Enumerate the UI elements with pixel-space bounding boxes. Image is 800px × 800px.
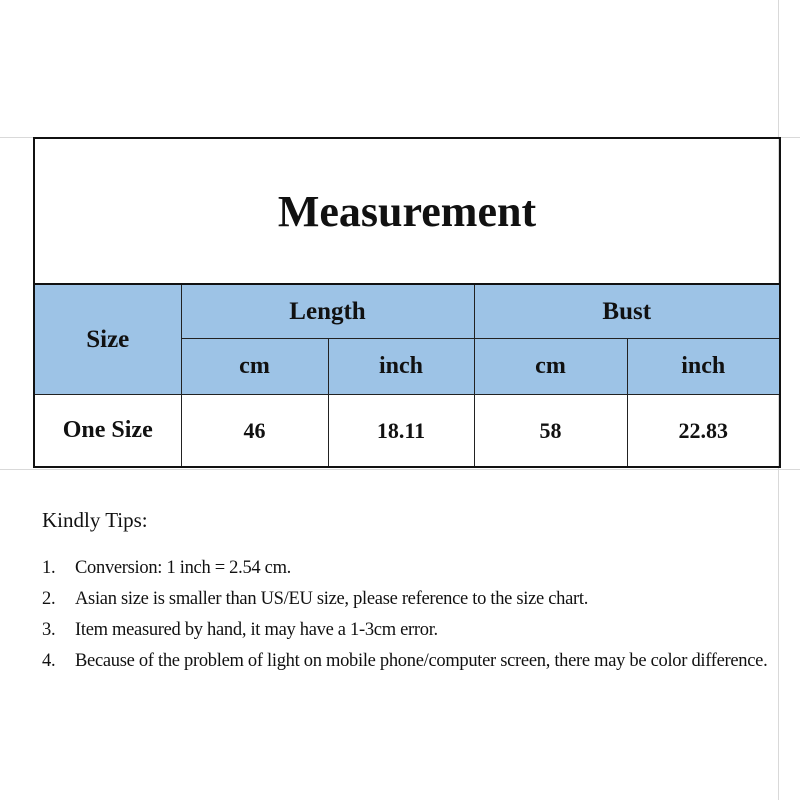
- list-item-text: Conversion: 1 inch = 2.54 cm.: [75, 558, 292, 578]
- list-item-text: Because of the problem of light on mobile phone/computer screen, there may be color difference.: [75, 651, 768, 671]
- list-item-number: 3.: [42, 620, 56, 640]
- row-size-label: One Size: [34, 395, 181, 468]
- size-header: Size: [34, 284, 181, 395]
- length-inch-value: 18.11: [328, 395, 474, 468]
- length-cm-header: cm: [181, 339, 328, 395]
- bust-cm-value: 58: [474, 395, 627, 468]
- guide-line-bottom: [0, 469, 800, 470]
- list-item-number: 1.: [42, 558, 56, 578]
- bust-cm-header: cm: [474, 339, 627, 395]
- chart-title: Measurement: [34, 138, 780, 284]
- length-header: Length: [181, 284, 474, 339]
- list-item-number: 2.: [42, 589, 56, 609]
- length-cm-value: 46: [181, 395, 328, 468]
- size-chart-table: [33, 137, 781, 468]
- tips-title: Kindly Tips:: [42, 508, 148, 532]
- list-item: [42, 553, 792, 584]
- bust-header: Bust: [474, 284, 780, 339]
- list-item-number: 4.: [42, 651, 56, 671]
- table-row: [34, 395, 780, 468]
- list-item-text: Item measured by hand, it may have a 1-3cm error.: [75, 620, 438, 640]
- tips-section: [42, 508, 792, 677]
- length-inch-header: inch: [328, 339, 474, 395]
- list-item-text: Asian size is smaller than US/EU size, please reference to the size chart.: [75, 589, 589, 609]
- list-item: [42, 615, 792, 646]
- bust-inch-header: inch: [627, 339, 780, 395]
- bust-inch-value: 22.83: [627, 395, 780, 468]
- list-item: [42, 646, 792, 677]
- tips-list: [42, 553, 792, 677]
- list-item: [42, 584, 792, 615]
